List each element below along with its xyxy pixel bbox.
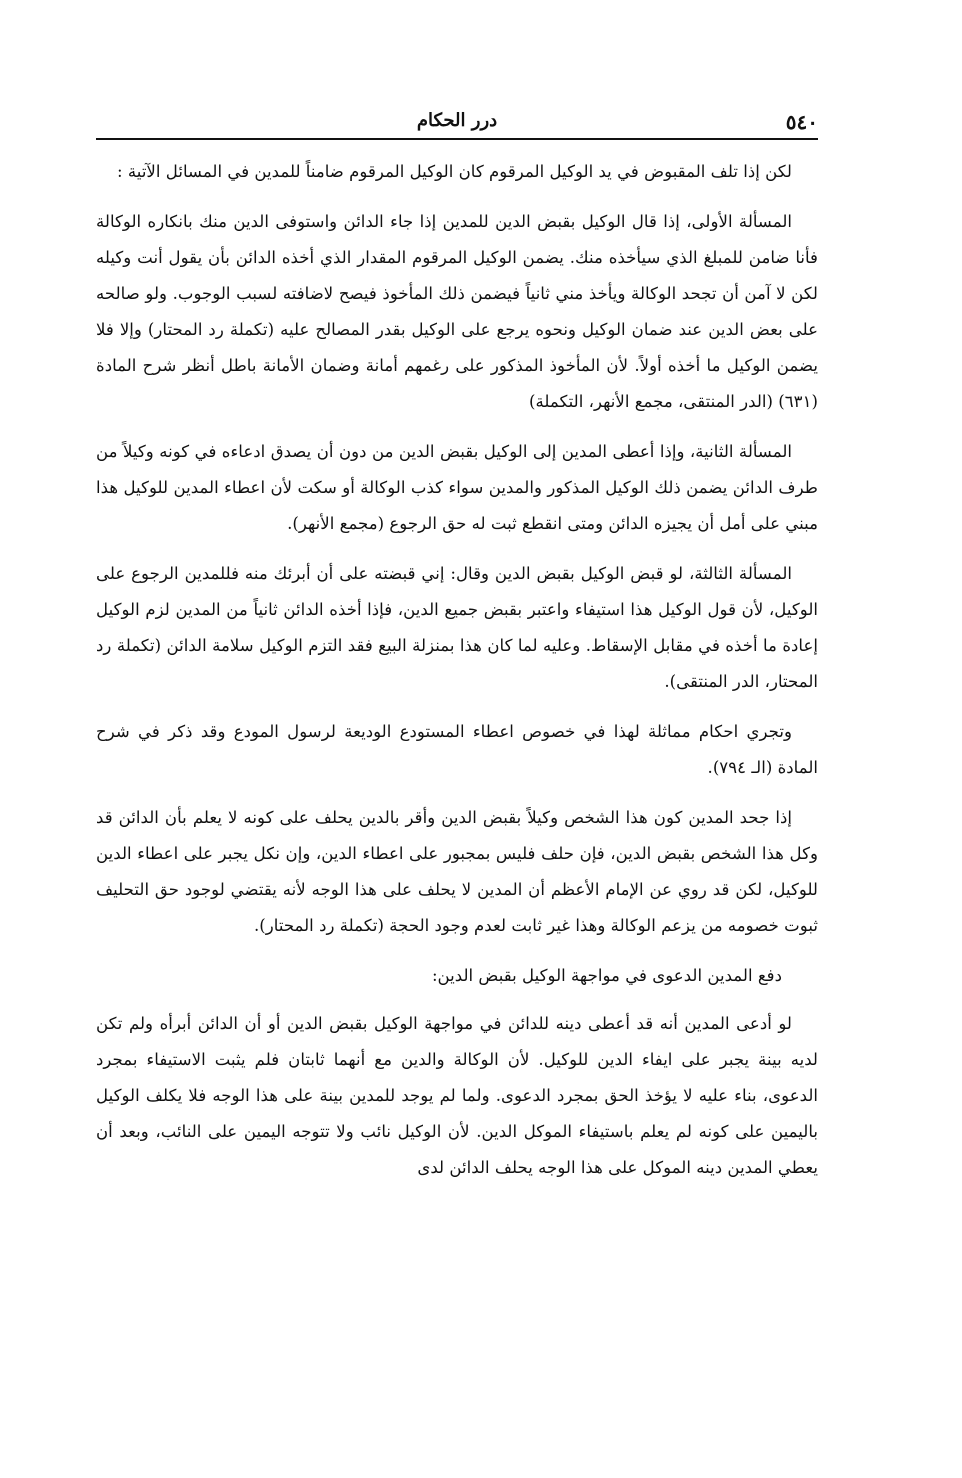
paragraph-defense: لو أدعى المدين أنه قد أعطى دينه للدائن في مواجهة الوكيل بقبض الدين أو أن الدائن أبرأه ولم تكن لديه بينة يجبر على ايفاء الدين للوكيل. لأن الوكالة والدين مع أنهما ثابتان فلم يثبت الاستيفاء بمجرد الدعوى، بناء عليه لا يؤخذ الحق بمجرد الدعوى. ولما لم يوجد للمدين بينة على هذا الوجه فلا يكلف الوكيل باليمين على كونه لم يعلم باستيفاء الموكل الدين. لأن الوكيل نائب ولا تتوجه اليمين على النائب، وبعد أن يعطي المدين دينه الموكل على هذا الوجه يحلف الدائن لدى — [96, 1014, 818, 1177]
document-page — [96, 110, 818, 1200]
paragraph-deposit-note: وتجري احكام مماثلة لهذا في خصوص اعطاء المستودع الوديعة لرسول المودع وقد ذكر في شرح المادة (الـ ٧٩٤). — [96, 722, 818, 777]
paragraph-second-issue: المسألة الثانية، وإذا أعطى المدين إلى الوكيل بقبض الدين من دون أن يصدق ادعاءه في كونه وكيلاً من طرف الدائن يضمن ذلك الوكيل المذكور والمدين سواء كذب الوكالة أو سكت لأن اعطاء المدين للوكيل هذا مبني على أمل أن يجيزه الدائن ومتى انقطع ثبت له حق الرجوع (مجمع الأنهر). — [96, 442, 818, 533]
paragraph-first-issue: المسألة الأولى، إذا قال الوكيل بقبض الدين للمدين إذا جاء الدائن واستوفى الدين منك بانكاره الوكالة فأنا ضامن للمبلغ الذي سيأخذه منك. يضمن الوكيل المرقوم المقدار الذي أخذه الدائن بأن يقول أنت وكيله لكن لا آمن أن تجحد الوكالة ويأخذ مني ثانياً فيضمن ذلك المأخوذ فيصح لاضافته لسبب الوجوب. ولو صالحه على بعض الدين عند ضمان الوكيل ونحوه يرجع على الوكيل بقدر المصالح عليه (تكملة رد المحتار) وإلا فلا يضمن الوكيل ما أخذه أولاً. لأن المأخوذ المذكور على رغمهم أمانة وضمان الأمانة باطل أنظر شرح المادة (٦٣١) (الدر المنتقى، مجمع الأنهر، التكملة) — [96, 212, 818, 411]
paragraph-third-issue: المسألة الثالثة، لو قبض الوكيل بقبض الدين وقال: إني قبضته على أن أبرئك منه فللمدين الرجوع على الوكيل، لأن قول الوكيل هذا استيفاء واعتبر بقبض جميع الدين، فإذا أخذه الدائن ثانياً من المدين لزم الوكيل إعادة ما أخذه في مقابل الإسقاط. وعليه لما كان هذا بمنزلة البيع فقد التزم الوكيل سلامة الدائن (تكملة رد المحتار، الدر المنتقى). — [96, 564, 818, 691]
section-subheading: دفع المدين الدعوى في مواجهة الوكيل بقبض الدين: — [431, 966, 782, 985]
running-title: درر الحكام — [416, 110, 498, 131]
paragraph-denial: إذا جحد المدين كون هذا الشخص وكيلاً بقبض الدين وأقر بالدين يحلف على كونه لا يعلم بأن الدائن قد وكل هذا الشخص بقبض الدين، فإن حلف فليس بمجبور على اعطاء الدين، وإن نكل يجبر على اعطاء الدين للوكيل، لكن قد روي عن الإمام الأعظم أن المدين لا يحلف على هذا الوجه لأنه يقتضي لوجود حق التحليف ثبوت خصومه من يزعم الوكالة وهذا غير ثابت لعدم وجود الحجة (تكملة رد المحتار). — [96, 808, 818, 935]
page-header — [96, 110, 818, 140]
paragraph-intro: لكن إذا تلف المقبوض في يد الوكيل المرقوم كان الوكيل المرقوم ضامناً للمدين في المسائل الآتية : — [117, 162, 792, 181]
page-number: ٥٤٠ — [785, 110, 818, 134]
